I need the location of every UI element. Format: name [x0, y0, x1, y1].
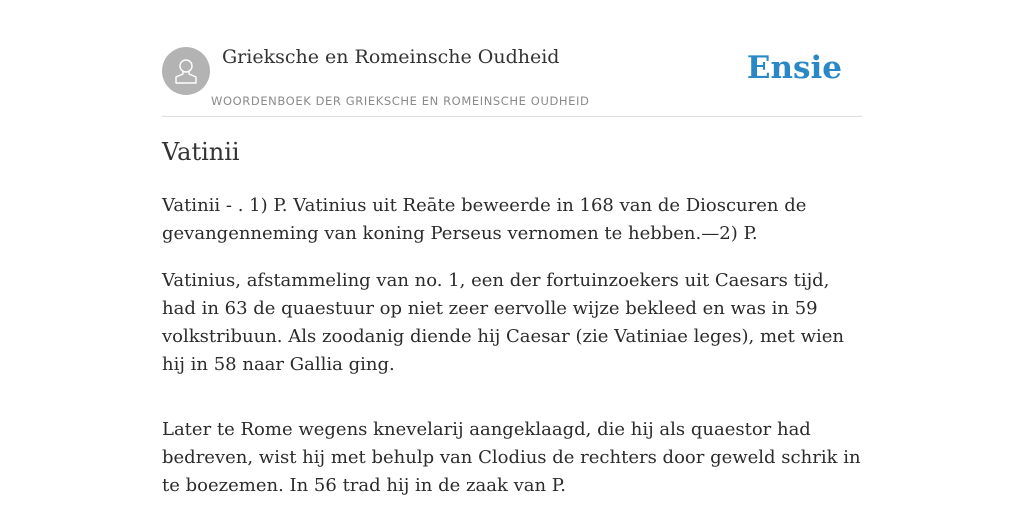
- entry-paragraph: Vatinii - . 1) P. Vatinius uit Reāte beweerde in 168 van de Dioscuren de gevangenneming van koning Perseus vernomen te hebben.—2) P.: [162, 195, 807, 244]
- page-container: [162, 0, 862, 496]
- user-outline-icon: [173, 57, 199, 85]
- dictionary-title[interactable]: Grieksche en Romeinsche Oudheid: [222, 46, 560, 68]
- dictionary-avatar[interactable]: [162, 47, 210, 95]
- entry-body: [162, 192, 862, 519]
- entry-paragraph: Vatinius, afstammeling van no. 1, een der fortuinzoekers uit Caesars tijd, had in 63 de quaestuur op niet zeer eervolle wijze bekleed en was in 59 volkstribuun. Als zoodanig diende hij Caesar (zie Vatiniae leges), met wien hij in 58 naar Gallia ging.: [162, 270, 845, 375]
- dictionary-subtitle: WOORDENBOEK DER GRIEKSCHE EN ROMEINSCHE OUDHEID: [211, 94, 590, 108]
- dictionary-header: [162, 0, 862, 117]
- entry-title: Vatinii: [162, 138, 240, 166]
- brand-logo[interactable]: Ensie: [746, 50, 842, 86]
- entry-paragraph: Later te Rome wegens knevelarij aangeklaagd, die hij als quaestor had bedreven, wist hij met behulp van Clodius de rechters door geweld schrik in te boezemen. In 56 trad hij in de zaak van P.: [162, 419, 861, 496]
